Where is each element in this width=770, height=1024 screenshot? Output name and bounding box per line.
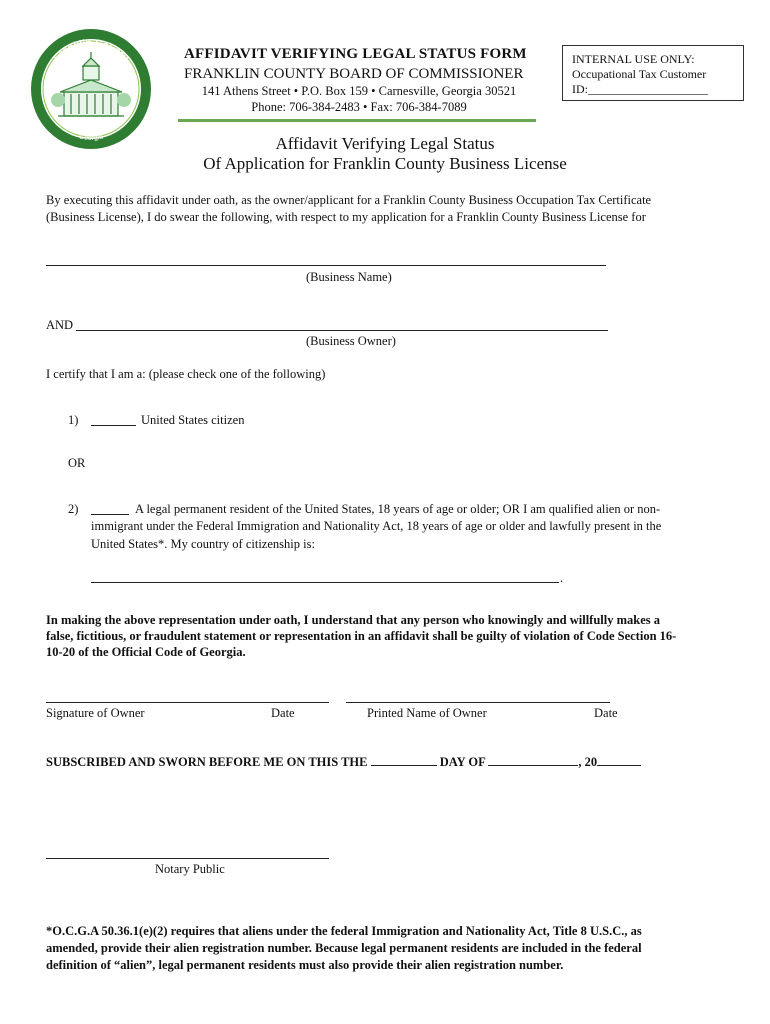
warning-line2: false, fictitious, or fraudulent statement or representation in an affidavit shall be guilty of violation of Code Section 16- xyxy=(46,629,677,643)
certify-instruction: I certify that I am a: (please check one of the following) xyxy=(46,367,326,381)
or-label: OR xyxy=(68,456,86,470)
footnote-line2: amended, provide their alien registration number. Because legal permanent residents are included in the federal xyxy=(46,941,642,955)
internal-use-label: INTERNAL USE ONLY: xyxy=(572,52,695,66)
sworn-statement xyxy=(46,753,641,770)
printed-date-label: Date xyxy=(594,706,618,720)
intro-line2: (Business License), I do swear the following, with respect to my application for a Franklin County Business License for xyxy=(46,210,646,224)
signature-date-label: Date xyxy=(271,706,295,720)
resident-check-blank[interactable] xyxy=(91,514,129,515)
option2-line3: United States*. My country of citizenship is: xyxy=(91,537,315,551)
sworn-month-field[interactable] xyxy=(488,753,578,766)
header-divider xyxy=(178,119,536,122)
owner-signature-field[interactable] xyxy=(46,702,329,703)
sworn-text-b: DAY OF xyxy=(439,755,486,769)
option2-line1: A legal permanent resident of the United States, 18 years of age or older; OR I am qualified alien or non- xyxy=(135,502,661,516)
sworn-text-a: SUBSCRIBED AND SWORN BEFORE ME ON THIS THE xyxy=(46,755,368,769)
footnote-line3: definition of “alien”, legal permanent residents must also provide their alien registration number. xyxy=(46,958,564,972)
seal-top-text: Franklin County xyxy=(51,37,131,64)
business-name-label: (Business Name) xyxy=(306,270,392,284)
warning-line1: In making the above representation under oath, I understand that any person who knowingly and willfully makes a xyxy=(46,613,661,627)
printed-name-field[interactable] xyxy=(346,702,610,703)
country-period: . xyxy=(560,571,564,585)
sworn-day-field[interactable] xyxy=(371,753,437,766)
printed-name-label: Printed Name of Owner xyxy=(367,706,487,720)
option1-number: 1) xyxy=(68,413,79,427)
business-name-field[interactable] xyxy=(46,265,606,266)
customer-id-field[interactable]: ID:____________________ xyxy=(572,82,708,96)
customer-label: Occupational Tax Customer xyxy=(572,67,707,81)
warning-line3: 10-20 of the Official Code of Georgia. xyxy=(46,645,246,659)
sworn-text-c: , 20 xyxy=(578,755,598,769)
address: 141 Athens Street • P.O. Box 159 • Carnesville, Georgia 30521 xyxy=(201,84,517,98)
option1-label: United States citizen xyxy=(141,413,245,427)
notary-signature-field[interactable] xyxy=(46,858,329,859)
county-seal-logo xyxy=(28,28,154,150)
country-of-citizenship-field[interactable] xyxy=(91,582,559,583)
business-owner-field[interactable] xyxy=(76,330,608,331)
board-name: FRANKLIN COUNTY BOARD OF COMMISSIONER xyxy=(184,66,524,82)
business-owner-label: (Business Owner) xyxy=(306,334,396,348)
option2-number: 2) xyxy=(68,502,79,516)
signature-of-owner-label: Signature of Owner xyxy=(46,706,145,720)
sworn-year-field[interactable] xyxy=(597,753,641,766)
footnote-line1: *O.C.G.A 50.36.1(e)(2) requires that aliens under the federal Immigration and Nationality Act, Title 8 U.S.C., as xyxy=(46,924,642,938)
citizen-check-blank[interactable] xyxy=(91,425,136,426)
internal-use-box xyxy=(562,45,744,101)
seal-bottom-text: Georgia xyxy=(78,133,104,143)
phone-fax: Phone: 706-384-2483 • Fax: 706-384-7089 xyxy=(251,100,467,114)
document-title-line2: Of Application for Franklin County Business License xyxy=(203,154,567,173)
intro-line1: By executing this affidavit under oath, as the owner/applicant for a Franklin County Business Occupation Tax Certificate xyxy=(46,193,652,207)
option2-line2: immigrant under the Federal Immigration and Nationality Act, 18 years of age or older and lawfully present in the xyxy=(91,519,662,533)
document-title-line1: Affidavit Verifying Legal Status xyxy=(275,134,495,153)
and-label: AND xyxy=(46,318,74,332)
notary-public-label: Notary Public xyxy=(155,862,225,876)
form-title: AFFIDAVIT VERIFYING LEGAL STATUS FORM xyxy=(184,46,527,62)
